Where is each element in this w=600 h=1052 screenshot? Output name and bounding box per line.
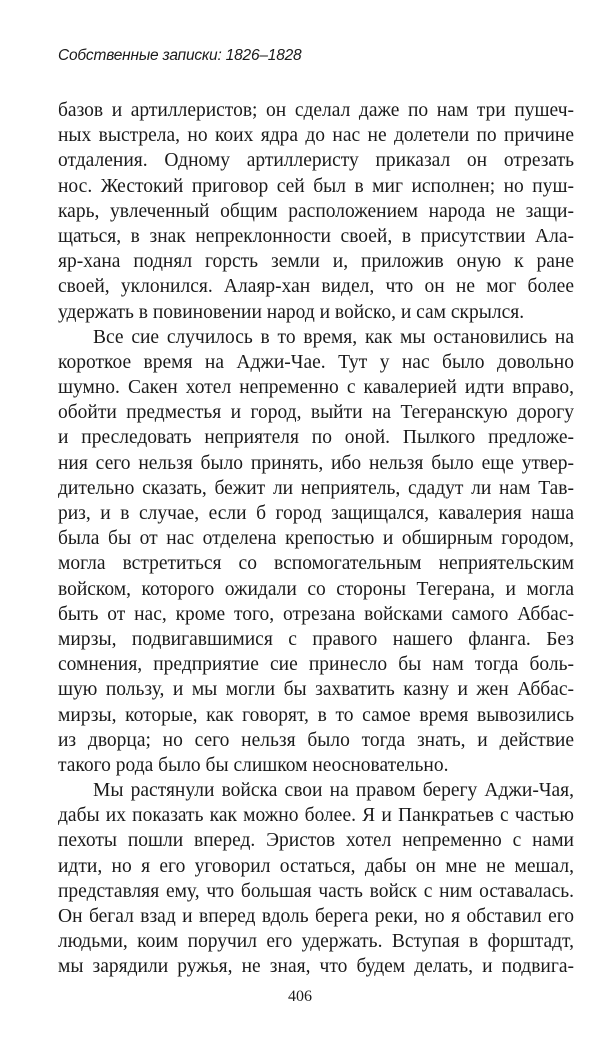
text-line: Все сие случилось в то время, как мы остановились на: [93, 326, 574, 348]
text-line: могла встретиться со вспомогательным неприятельским: [58, 553, 574, 575]
text-line: шую пользу, и мы могли бы захватить казну и жен Аббас-: [58, 679, 574, 701]
text-line: из дворца; но сего нельзя было тогда знать, и действие: [58, 729, 574, 751]
text-line: ния сего нельзя было принять, ибо нельзя было еще утвер-: [58, 452, 574, 474]
text-line: удержать в повиновении народ и войско, и сам скрылся.: [58, 301, 525, 323]
text-line: пехоты пошли вперед. Эристов хотел непременно с нами: [58, 830, 574, 852]
paragraph: [58, 778, 574, 980]
text-line: мирзы, подвигавшимися с правого нашего фланга. Без: [58, 628, 574, 650]
text-line: щаться, в знак непреклонности своей, в присутствии Ала-: [58, 225, 574, 247]
text-line: сомнения, предприятие сие принесло бы нам тогда боль-: [58, 654, 574, 676]
paragraph: [58, 325, 574, 778]
page-number: 406: [288, 988, 312, 1005]
text-line: войском, которого ожидали со стороны Тегерана, и могла: [58, 578, 574, 600]
text-line: мы зарядили ружья, не зная, что будем делать, и подвига-: [58, 956, 574, 978]
text-line: Он бегал взад и вперед вдоль берега реки, но я обставил его: [58, 906, 574, 927]
text-line: отдаления. Одному артиллеристу приказал он отрезать: [58, 150, 574, 172]
text-line: мирзы, которые, как говорят, в то самое время вывозились: [58, 704, 574, 726]
text-line: и преследовать неприятеля по оной. Пылкого предложе-: [58, 427, 574, 449]
text-line: людьми, коим поручил его удержать. Вступая в форштадт,: [58, 931, 574, 953]
text-line: Мы растянули войска свои на правом берегу Аджи-Чая,: [93, 780, 574, 802]
text-line: шумно. Сакен хотел непременно с кавалерией идти вправо,: [58, 377, 574, 399]
paragraph: [58, 98, 574, 325]
text-line: яр-хана поднял горсть земли и, приложив оную к ране: [58, 251, 574, 273]
text-line: нос. Жестокий приговор сей был в миг исполнен; но пуш-: [58, 175, 574, 197]
text-line: быть от нас, кроме того, отрезана войсками самого Аббас-: [58, 603, 574, 625]
text-line: идти, но я его уговорил остаться, дабы он мне не мешал,: [58, 855, 574, 877]
text-line: дительно сказать, бежит ли неприятель, сдадут ли нам Тав-: [58, 477, 574, 499]
text-line: карь, увлеченный общим расположением народа не защи-: [58, 200, 574, 222]
text-line: представляя ему, что большая часть войск с ним оставалась.: [58, 880, 574, 902]
page-body-text: [58, 98, 574, 980]
text-line: базов и артиллеристов; он сделал даже по нам три пушеч-: [58, 100, 574, 121]
text-line: своей, уклонился. Алаяр-хан видел, что он не мог более: [58, 276, 574, 298]
text-line: риз, и в случае, если б город защищался, кавалерия наша: [58, 503, 574, 524]
text-line: такого рода было бы слишком неосновательно.: [58, 754, 449, 776]
text-line: дабы их показать как можно более. Я и Панкратьев с частью: [58, 805, 574, 827]
text-line: обойти предместья и город, выйти на Тегеранскую дорогу: [58, 402, 574, 424]
text-line: короткое время на Аджи-Чае. Тут у нас было довольно: [58, 351, 574, 373]
text-line: ных выстрела, но коих ядра до нас не долетели по причине: [58, 125, 574, 147]
text-line: была бы от нас отделена крепостью и обширным городом,: [58, 528, 574, 550]
running-header: Собственные записки: 1826–1828: [58, 47, 302, 64]
